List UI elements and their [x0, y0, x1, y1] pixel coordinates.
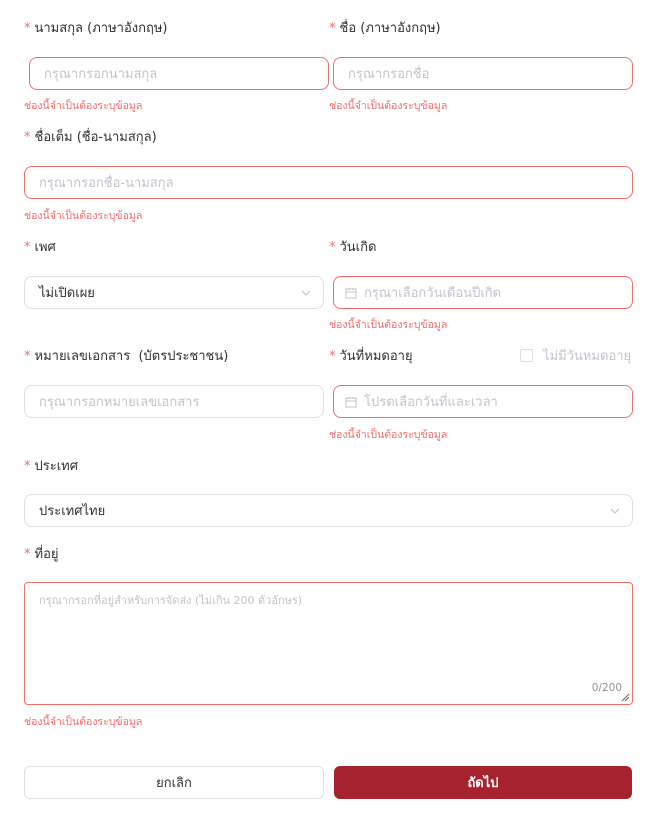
birthdate-label-text: วันเกิด	[339, 240, 377, 255]
chevron-down-icon	[301, 288, 311, 298]
required-mark: *	[329, 240, 336, 255]
country-label	[24, 455, 78, 476]
last-name-placeholder: กรุณากรอกนามสกุล	[44, 67, 158, 82]
address-char-counter: 0/200	[591, 682, 622, 694]
address-error: ช่องนี้จำเป็นต้องระบุข้อมูล	[24, 716, 143, 728]
full-name-error: ช่องนี้จำเป็นต้องระบุข้อมูล	[24, 210, 143, 222]
chevron-down-icon	[610, 506, 620, 516]
expiry-date-picker[interactable]	[333, 385, 633, 418]
next-button-label: ถัดไป	[467, 776, 499, 791]
next-button[interactable]	[334, 766, 632, 799]
required-mark: *	[24, 349, 31, 364]
required-mark: *	[24, 547, 31, 562]
gender-value: ไม่เปิดเผย	[39, 286, 95, 301]
document-number-label-text: หมายเลขเอกสาร (บัตรประชาชน)	[34, 349, 229, 364]
first-name-label-text: ชื่อ (ภาษาอังกฤษ)	[339, 21, 441, 36]
last-name-error: ช่องนี้จำเป็นต้องระบุข้อมูล	[24, 100, 143, 112]
expiry-date-error: ช่องนี้จำเป็นต้องระบุข้อมูล	[329, 429, 448, 441]
expiry-date-placeholder: โปรดเลือกวันที่และเวลา	[364, 395, 498, 410]
cancel-button[interactable]	[24, 766, 324, 799]
resize-handle-icon[interactable]	[621, 693, 630, 702]
first-name-input[interactable]	[333, 57, 633, 90]
country-value: ประเทศไทย	[39, 504, 106, 519]
cancel-button-label: ยกเลิก	[156, 776, 192, 791]
full-name-label	[24, 126, 157, 147]
country-select[interactable]	[24, 494, 633, 527]
first-name-label	[329, 17, 441, 38]
no-expiry-label: ไม่มีวันหมดอายุ	[543, 349, 632, 364]
required-mark: *	[24, 240, 31, 255]
full-name-label-text: ชื่อเต็ม (ชื่อ-นามสกุล)	[34, 130, 157, 145]
first-name-error: ช่องนี้จำเป็นต้องระบุข้อมูล	[329, 100, 448, 112]
expiry-date-label	[329, 345, 413, 366]
first-name-placeholder: กรุณากรอกชื่อ	[348, 67, 430, 82]
required-mark: *	[24, 459, 31, 474]
document-number-input[interactable]	[24, 385, 324, 418]
gender-label-text: เพศ	[34, 240, 56, 255]
address-textarea[interactable]	[24, 582, 633, 705]
gender-select[interactable]	[24, 276, 324, 309]
address-label	[24, 543, 59, 564]
full-name-input[interactable]	[24, 166, 633, 199]
country-label-text: ประเทศ	[34, 459, 78, 474]
calendar-icon	[345, 287, 357, 299]
birthdate-error: ช่องนี้จำเป็นต้องระบุข้อมูล	[329, 319, 448, 331]
last-name-label-text: นามสกุล (ภาษาอังกฤษ)	[34, 21, 168, 36]
expiry-date-label-text: วันที่หมดอายุ	[339, 349, 413, 364]
gender-label	[24, 236, 56, 257]
address-label-text: ที่อยู่	[34, 547, 59, 562]
last-name-input[interactable]	[29, 57, 329, 90]
required-mark: *	[329, 349, 336, 364]
birthdate-picker[interactable]	[333, 276, 633, 309]
birthdate-placeholder: กรุณาเลือกวันเดือนปีเกิด	[364, 286, 502, 301]
calendar-icon	[345, 396, 357, 408]
document-number-label	[24, 345, 228, 366]
no-expiry-checkbox[interactable]	[520, 345, 631, 366]
required-mark: *	[329, 21, 336, 36]
document-number-placeholder: กรุณากรอกหมายเลขเอกสาร	[39, 395, 200, 410]
last-name-label	[24, 17, 168, 38]
checkbox-box[interactable]	[520, 349, 533, 362]
required-mark: *	[24, 130, 31, 145]
birthdate-label	[329, 236, 376, 257]
address-placeholder: กรุณากรอกที่อยู่สำหรับการจัดส่ง (ไม่เกิน 200 ตัวอักษร)	[39, 594, 303, 607]
required-mark: *	[24, 21, 31, 36]
full-name-placeholder: กรุณากรอกชื่อ-นามสกุล	[39, 176, 174, 191]
